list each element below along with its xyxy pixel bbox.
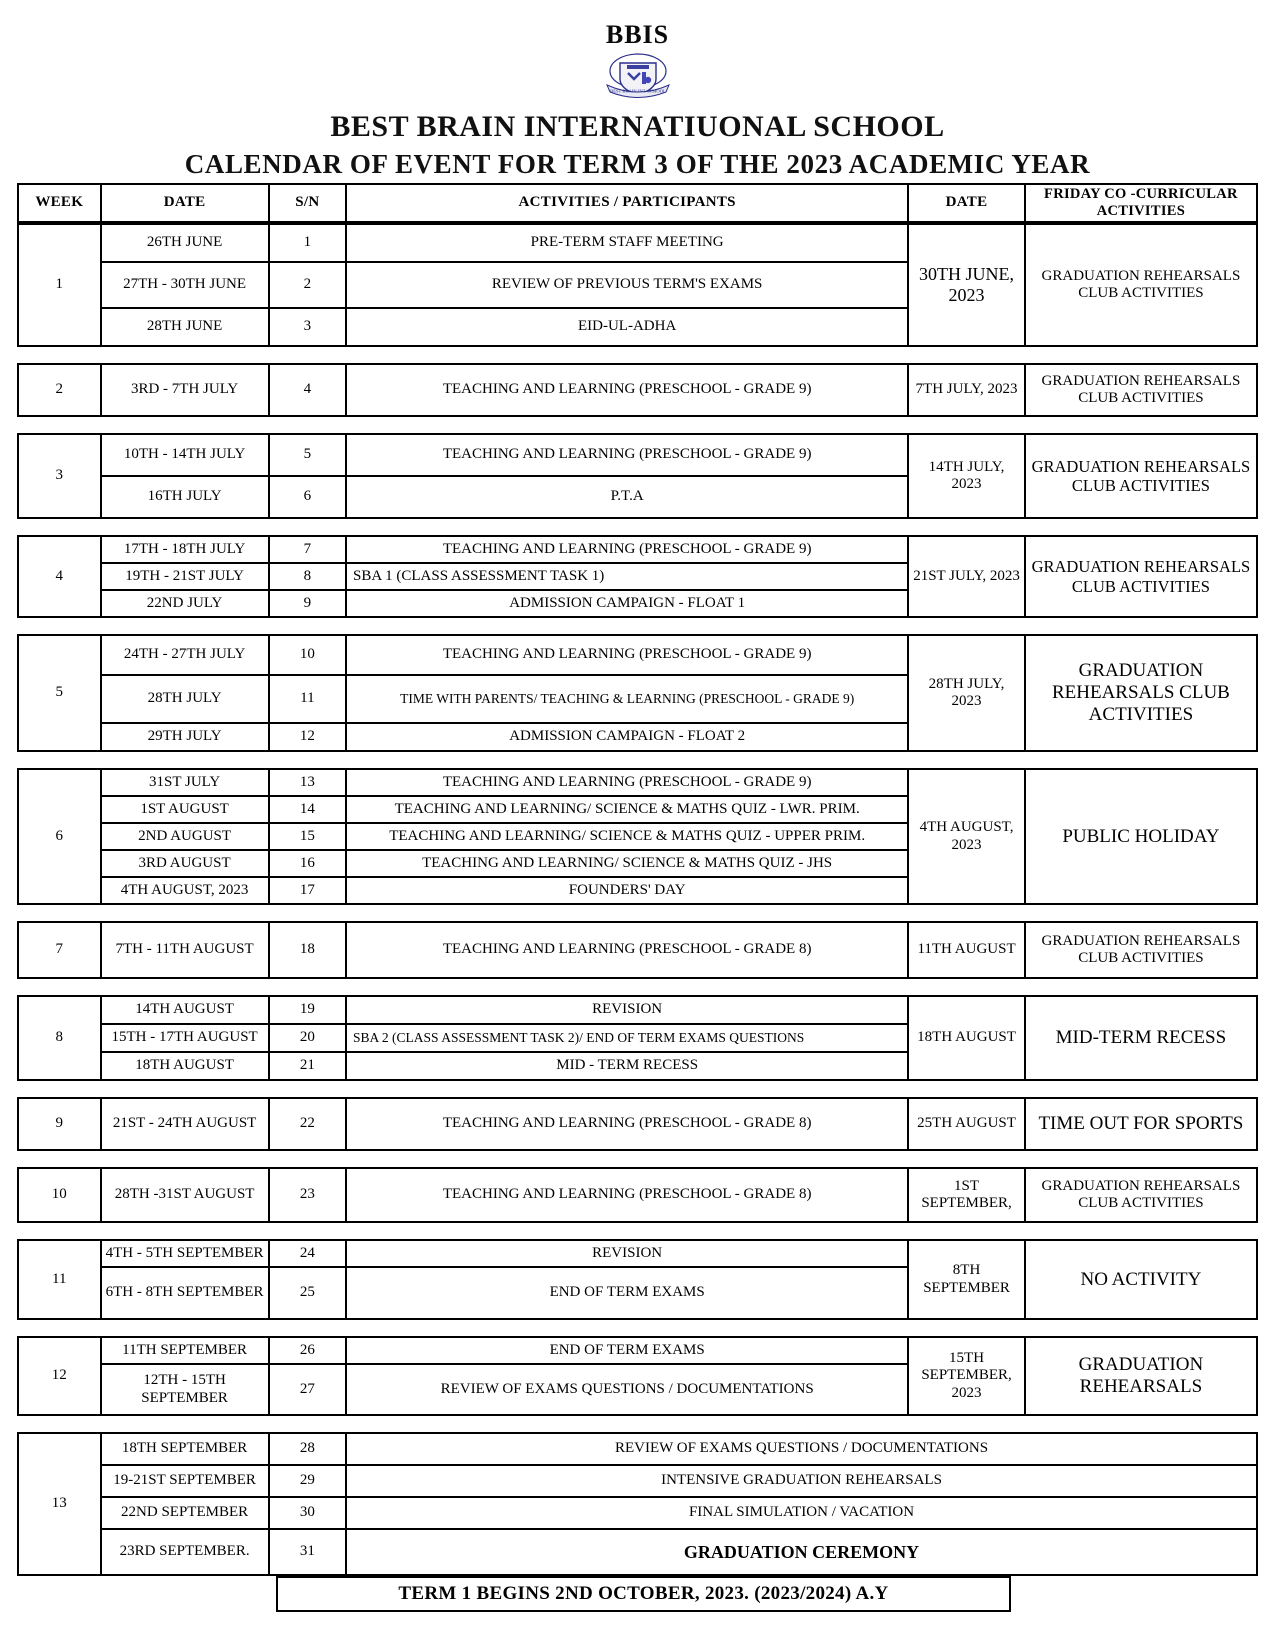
table-row [18, 364, 1257, 416]
row-friday-activity: GRADUATION REHEARSALS CLUB ACTIVITIES [1025, 635, 1257, 751]
table-row [18, 1098, 1257, 1150]
row-activity: MID - TERM RECESS [346, 1052, 908, 1080]
block-separator [17, 1223, 1258, 1239]
row-sn: 12 [269, 723, 346, 751]
week-block-12 [17, 1336, 1258, 1416]
friday-header-line1: FRIDAY CO -CURRICULAR [1044, 186, 1238, 202]
friday-header-line2: ACTIVITIES [1096, 203, 1186, 220]
row-date: 15TH - 17TH AUGUST [101, 1024, 269, 1052]
row-date: 11TH SEPTEMBER [101, 1337, 269, 1364]
row-sn: 20 [269, 1024, 346, 1052]
row-friday-date: 8TH SEPTEMBER [908, 1240, 1025, 1319]
block-separator [17, 905, 1258, 921]
row-friday-date: 15TH SEPTEMBER, 2023 [908, 1337, 1025, 1415]
row-friday-activity: GRADUATION REHEARSALS CLUB ACTIVITIES [1025, 224, 1257, 346]
block-separator [17, 519, 1258, 535]
row-sn: 24 [269, 1240, 346, 1267]
logo-acronym: BBIS [605, 20, 670, 49]
row-activity: EID-UL-ADHA [346, 308, 908, 346]
table-row [18, 1240, 1257, 1267]
week-number: 9 [18, 1098, 101, 1150]
block-separator [17, 618, 1258, 634]
row-sn: 17 [269, 877, 346, 904]
row-date: 4TH - 5TH SEPTEMBER [101, 1240, 269, 1267]
row-sn: 22 [269, 1098, 346, 1150]
row-sn: 8 [269, 563, 346, 590]
row-date: 14TH AUGUST [101, 996, 269, 1024]
block-separator [17, 1320, 1258, 1336]
footer-note-wrapper [17, 1576, 1258, 1612]
row-sn: 4 [269, 364, 346, 416]
row-sn: 11 [269, 675, 346, 723]
row-date: 22ND JULY [101, 590, 269, 617]
row-sn: 3 [269, 308, 346, 346]
row-sn: 19 [269, 996, 346, 1024]
row-sn: 1 [269, 224, 346, 262]
table-row [18, 1337, 1257, 1364]
block-separator [17, 979, 1258, 995]
row-sn: 7 [269, 536, 346, 563]
row-activity: TEACHING AND LEARNING (PRESCHOOL - GRADE 9) [346, 434, 908, 476]
svg-text:BEST BRAIN INT. SCHOOL: BEST BRAIN INT. SCHOOL [609, 88, 666, 94]
row-date: 7TH - 11TH AUGUST [101, 922, 269, 978]
row-date: 16TH JULY [101, 476, 269, 518]
week-number: 5 [18, 635, 101, 751]
row-sn: 18 [269, 922, 346, 978]
row-friday-activity: GRADUATION REHEARSALS CLUB ACTIVITIES [1025, 922, 1257, 978]
row-date: 28TH JUNE [101, 308, 269, 346]
week-block-1 [17, 223, 1258, 347]
row-friday-date: 1ST SEPTEMBER, [908, 1168, 1025, 1222]
row-sn: 25 [269, 1267, 346, 1319]
row-activity: PRE-TERM STAFF MEETING [346, 224, 908, 262]
table-row [18, 224, 1257, 262]
row-activity: TEACHING AND LEARNING (PRESCHOOL - GRADE 8) [346, 1168, 908, 1222]
row-date: 23RD SEPTEMBER. [101, 1529, 269, 1575]
row-activity: TEACHING AND LEARNING (PRESCHOOL - GRADE 8) [346, 1098, 908, 1150]
block-separator [17, 752, 1258, 768]
row-sn: 31 [269, 1529, 346, 1575]
column-header-date2: DATE [908, 184, 1025, 222]
row-sn: 29 [269, 1465, 346, 1497]
table-row [18, 1529, 1257, 1575]
term-begin-note: TERM 1 BEGINS 2ND OCTOBER, 2023. (2023/2024) A.Y [277, 1577, 1010, 1611]
row-friday-activity: NO ACTIVITY [1025, 1240, 1257, 1319]
table-row [18, 922, 1257, 978]
page-title: CALENDAR OF EVENT FOR TERM 3 OF THE 2023 ACADEMIC YEAR [184, 149, 1091, 179]
row-sn: 21 [269, 1052, 346, 1080]
block-separator [17, 417, 1258, 433]
week-block-5 [17, 634, 1258, 752]
row-sn: 9 [269, 590, 346, 617]
school-name: BEST BRAIN INTERNATIUONAL SCHOOL [330, 110, 945, 143]
row-friday-activity: PUBLIC HOLIDAY [1025, 769, 1257, 904]
row-activity: SBA 1 (CLASS ASSESSMENT TASK 1) [346, 563, 908, 590]
school-logo [17, 22, 1258, 104]
row-activity: FOUNDERS' DAY [346, 877, 908, 904]
row-friday-activity: MID-TERM RECESS [1025, 996, 1257, 1080]
table-row [18, 536, 1257, 563]
week-number: 2 [18, 364, 101, 416]
row-activity: TEACHING AND LEARNING (PRESCHOOL - GRADE 9) [346, 536, 908, 563]
week-number: 13 [18, 1433, 101, 1575]
row-activity: ADMISSION CAMPAIGN - FLOAT 2 [346, 723, 908, 751]
row-friday-date: 4TH AUGUST, 2023 [908, 769, 1025, 904]
row-friday-date: 14TH JULY, 2023 [908, 434, 1025, 518]
row-date: 1ST AUGUST [101, 796, 269, 823]
row-friday-date: 18TH AUGUST [908, 996, 1025, 1080]
week-block-4 [17, 535, 1258, 618]
row-date: 18TH SEPTEMBER [101, 1433, 269, 1465]
row-sn: 27 [269, 1364, 346, 1415]
row-activity: REVIEW OF EXAMS QUESTIONS / DOCUMENTATIONS [346, 1433, 1257, 1465]
week-block-11 [17, 1239, 1258, 1320]
week-block-3 [17, 433, 1258, 519]
row-date: 29TH JULY [101, 723, 269, 751]
document-header [17, 0, 1258, 180]
footer-table [276, 1576, 1011, 1612]
column-header-activities: ACTIVITIES / PARTICIPANTS [346, 184, 908, 222]
column-header-week: WEEK [18, 184, 101, 222]
week-number: 7 [18, 922, 101, 978]
row-sn: 16 [269, 850, 346, 877]
table-row [18, 1433, 1257, 1465]
row-activity: TEACHING AND LEARNING (PRESCHOOL - GRADE 9) [346, 364, 908, 416]
table-row [18, 1497, 1257, 1529]
row-date: 31ST JULY [101, 769, 269, 796]
row-sn: 15 [269, 823, 346, 850]
week-number: 11 [18, 1240, 101, 1319]
row-date: 27TH - 30TH JUNE [101, 262, 269, 308]
table-row [18, 635, 1257, 675]
row-friday-activity: GRADUATION REHEARSALS CLUB ACTIVITIES [1025, 536, 1257, 617]
row-friday-activity: GRADUATION REHEARSALS CLUB ACTIVITIES [1025, 434, 1257, 518]
block-separator [17, 347, 1258, 363]
row-date: 21ST - 24TH AUGUST [101, 1098, 269, 1150]
week-number: 6 [18, 769, 101, 904]
row-date: 3RD AUGUST [101, 850, 269, 877]
row-friday-date: 7TH JULY, 2023 [908, 364, 1025, 416]
row-friday-activity: GRADUATION REHEARSALS [1025, 1337, 1257, 1415]
row-activity: FINAL SIMULATION / VACATION [346, 1497, 1257, 1529]
week-number: 1 [18, 224, 101, 346]
row-sn: 28 [269, 1433, 346, 1465]
row-sn: 6 [269, 476, 346, 518]
row-friday-date: 11TH AUGUST [908, 922, 1025, 978]
row-sn: 23 [269, 1168, 346, 1222]
week-block-6 [17, 768, 1258, 905]
row-date: 2ND AUGUST [101, 823, 269, 850]
row-activity: REVIEW OF EXAMS QUESTIONS / DOCUMENTATIONS [346, 1364, 908, 1415]
table-row [18, 769, 1257, 796]
row-date: 6TH - 8TH SEPTEMBER [101, 1267, 269, 1319]
row-activity: REVISION [346, 996, 908, 1024]
block-separator [17, 1151, 1258, 1167]
table-row [18, 434, 1257, 476]
row-activity: TEACHING AND LEARNING (PRESCHOOL - GRADE 8) [346, 922, 908, 978]
row-activity: ADMISSION CAMPAIGN - FLOAT 1 [346, 590, 908, 617]
row-date: 19-21ST SEPTEMBER [101, 1465, 269, 1497]
row-activity: TEACHING AND LEARNING (PRESCHOOL - GRADE 9) [346, 635, 908, 675]
row-activity: TIME WITH PARENTS/ TEACHING & LEARNING (PRESCHOOL - GRADE 9) [346, 675, 908, 723]
week-block-2 [17, 363, 1258, 417]
row-activity: INTENSIVE GRADUATION REHEARSALS [346, 1465, 1257, 1497]
row-activity: END OF TERM EXAMS [346, 1267, 908, 1319]
row-date: 18TH AUGUST [101, 1052, 269, 1080]
row-friday-activity: GRADUATION REHEARSALS CLUB ACTIVITIES [1025, 364, 1257, 416]
row-sn: 13 [269, 769, 346, 796]
row-sn: 26 [269, 1337, 346, 1364]
table-row [18, 996, 1257, 1024]
row-date: 10TH - 14TH JULY [101, 434, 269, 476]
row-friday-activity: TIME OUT FOR SPORTS [1025, 1098, 1257, 1150]
week-number: 3 [18, 434, 101, 518]
row-sn: 5 [269, 434, 346, 476]
row-activity: END OF TERM EXAMS [346, 1337, 908, 1364]
school-crest-icon [601, 49, 675, 104]
row-activity: TEACHING AND LEARNING/ SCIENCE & MATHS QUIZ - JHS [346, 850, 908, 877]
row-date: 4TH AUGUST, 2023 [101, 877, 269, 904]
row-friday-date: 25TH AUGUST [908, 1098, 1025, 1150]
week-number: 12 [18, 1337, 101, 1415]
row-date: 12TH - 15TH SEPTEMBER [101, 1364, 269, 1415]
row-friday-date: 21ST JULY, 2023 [908, 536, 1025, 617]
row-activity: GRADUATION CEREMONY [346, 1529, 1257, 1575]
block-separator [17, 1081, 1258, 1097]
row-activity: REVIEW OF PREVIOUS TERM'S EXAMS [346, 262, 908, 308]
row-date: 28TH -31ST AUGUST [101, 1168, 269, 1222]
row-date: 24TH - 27TH JULY [101, 635, 269, 675]
row-date: 28TH JULY [101, 675, 269, 723]
row-activity: TEACHING AND LEARNING/ SCIENCE & MATHS QUIZ - UPPER PRIM. [346, 823, 908, 850]
row-sn: 30 [269, 1497, 346, 1529]
week-block-9 [17, 1097, 1258, 1151]
table-row [277, 1577, 1010, 1611]
table-row [18, 1168, 1257, 1222]
row-sn: 10 [269, 635, 346, 675]
week-block-13 [17, 1432, 1258, 1576]
column-header-sn: S/N [269, 184, 346, 222]
week-number: 8 [18, 996, 101, 1080]
row-activity: REVISION [346, 1240, 908, 1267]
row-sn: 2 [269, 262, 346, 308]
week-number: 10 [18, 1168, 101, 1222]
row-date: 26TH JUNE [101, 224, 269, 262]
row-activity: SBA 2 (CLASS ASSESSMENT TASK 2)/ END OF TERM EXAMS QUESTIONS [346, 1024, 908, 1052]
column-header-friday [1025, 184, 1257, 222]
row-activity: P.T.A [346, 476, 908, 518]
table-header-row [18, 184, 1257, 222]
calendar-header-table [17, 183, 1258, 223]
row-friday-activity: GRADUATION REHEARSALS CLUB ACTIVITIES [1025, 1168, 1257, 1222]
week-block-8 [17, 995, 1258, 1081]
row-activity: TEACHING AND LEARNING/ SCIENCE & MATHS QUIZ - LWR. PRIM. [346, 796, 908, 823]
row-sn: 14 [269, 796, 346, 823]
row-date: 19TH - 21ST JULY [101, 563, 269, 590]
row-friday-date: 30TH JUNE, 2023 [908, 224, 1025, 346]
row-date: 17TH - 18TH JULY [101, 536, 269, 563]
column-header-date: DATE [101, 184, 269, 222]
week-number: 4 [18, 536, 101, 617]
week-block-10 [17, 1167, 1258, 1223]
row-date: 22ND SEPTEMBER [101, 1497, 269, 1529]
row-friday-date: 28TH JULY, 2023 [908, 635, 1025, 751]
week-block-7 [17, 921, 1258, 979]
table-row [18, 1465, 1257, 1497]
row-activity: TEACHING AND LEARNING (PRESCHOOL - GRADE 9) [346, 769, 908, 796]
block-separator [17, 1416, 1258, 1432]
row-date: 3RD - 7TH JULY [101, 364, 269, 416]
